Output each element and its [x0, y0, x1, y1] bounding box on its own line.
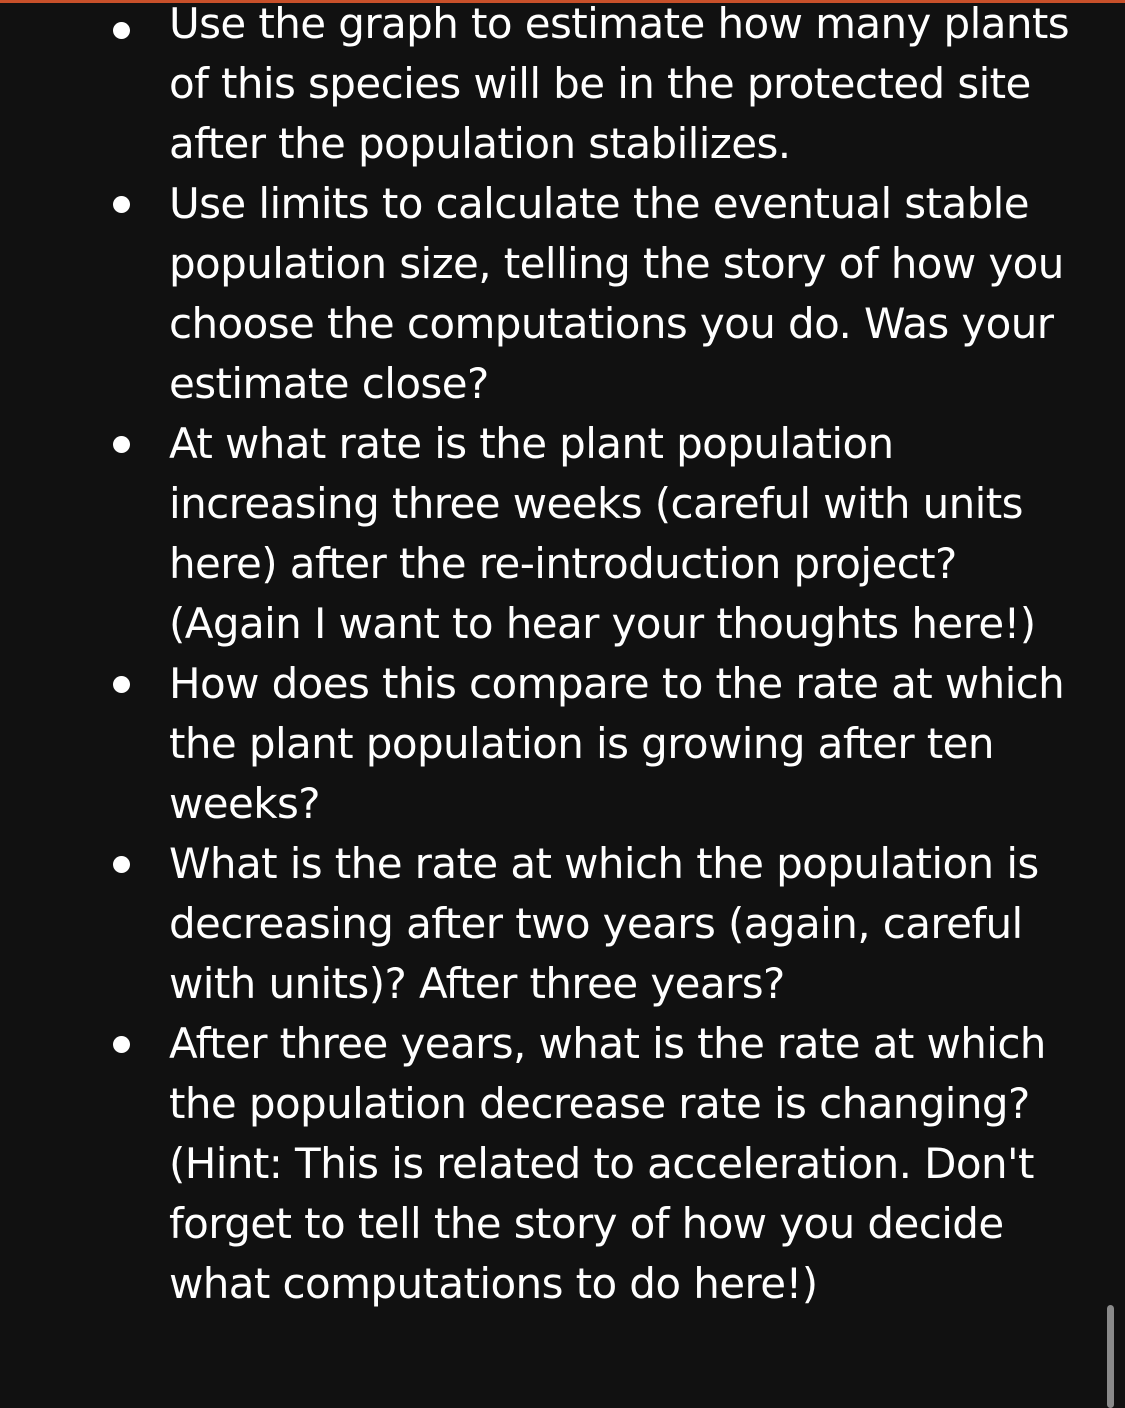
- list-item-text: Use limits to calculate the eventual stable: [169, 179, 1029, 228]
- list-item-text: population size, telling the story of how you: [169, 239, 1064, 288]
- bullet-icon: [113, 436, 130, 453]
- list-item-text: decreasing after two years (again, careful: [169, 899, 1023, 948]
- list-item-text: At what rate is the plant population: [169, 419, 894, 468]
- list-item-text: increasing three weeks (careful with units: [169, 479, 1023, 528]
- bullet-icon: [113, 196, 130, 213]
- vertical-scrollbar[interactable]: [1107, 1305, 1114, 1408]
- bullet-icon: [113, 676, 130, 693]
- bullet-icon: [113, 856, 130, 873]
- list-item-text: the plant population is growing after ten: [169, 719, 994, 768]
- list-item-text: what computations to do here!): [169, 1259, 818, 1308]
- list-item-text: forget to tell the story of how you decide: [169, 1199, 1004, 1248]
- list-item-text: weeks?: [169, 779, 320, 828]
- list-item-text: choose the computations you do. Was your: [169, 299, 1054, 348]
- list-item-text: How does this compare to the rate at which: [169, 659, 1065, 708]
- list-item-text: with units)? After three years?: [169, 959, 785, 1008]
- bullet-icon: [113, 1036, 130, 1053]
- list-item-text: the population decrease rate is changing?: [169, 1079, 1030, 1128]
- bullet-icon: [113, 22, 130, 39]
- list-item-text: Use the graph to estimate how many plants: [169, 0, 1069, 48]
- list-item-text: (Hint: This is related to acceleration. Don't: [169, 1139, 1034, 1188]
- list-item-text: What is the rate at which the population is: [169, 839, 1039, 888]
- list-item-text: here) after the re-introduction project?: [169, 539, 957, 588]
- list-item-text: After three years, what is the rate at which: [169, 1019, 1046, 1068]
- list-item-text: after the population stabilizes.: [169, 119, 791, 168]
- list-item-text: estimate close?: [169, 359, 489, 408]
- list-item-text: (Again I want to hear your thoughts here!): [169, 599, 1036, 648]
- list-item-text: of this species will be in the protected site: [169, 59, 1031, 108]
